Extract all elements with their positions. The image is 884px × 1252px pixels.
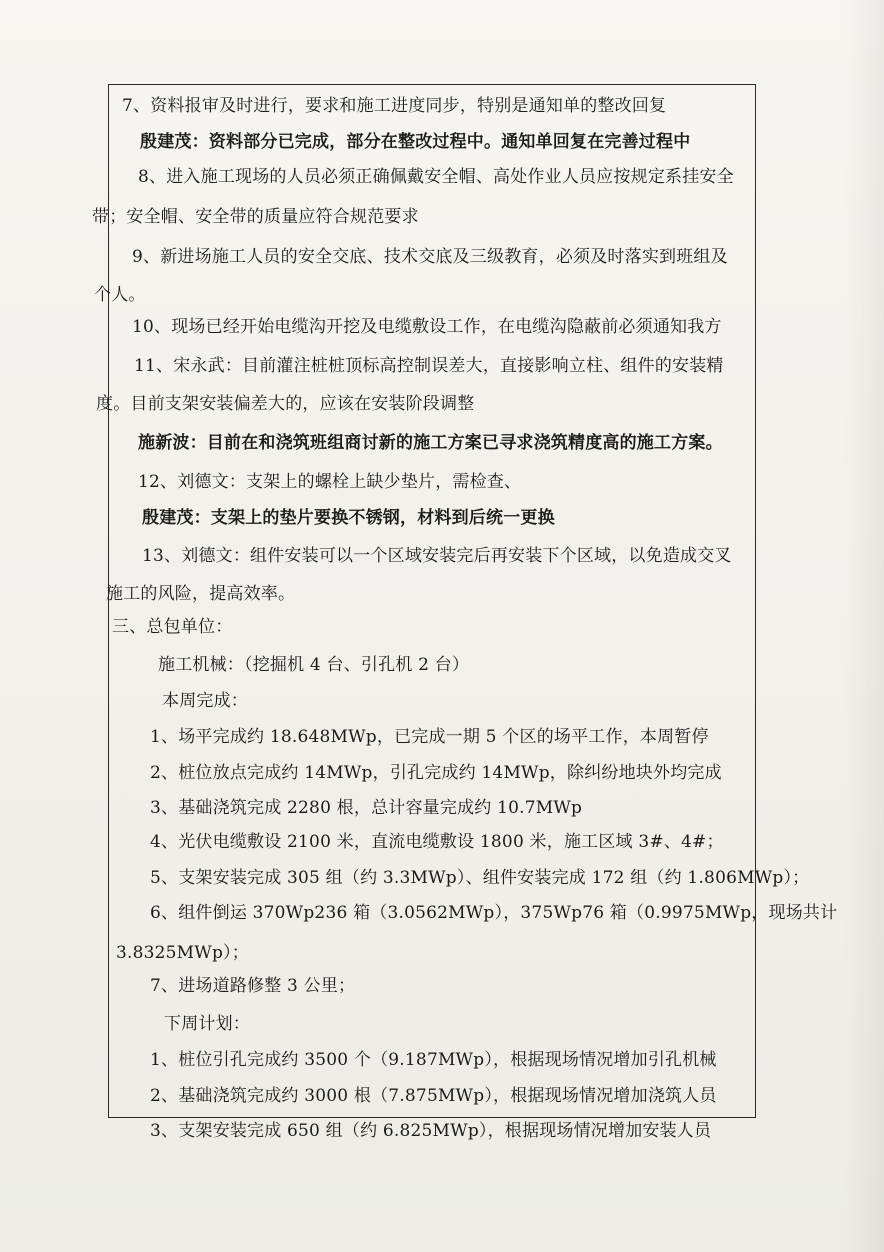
text-line-14: 施工的风险，提高效率。 [106,584,296,604]
subheading-next-week: 下周计划： [164,1014,250,1034]
text-line-3: 8、进入施工现场的人员必须正确佩戴安全帽、高处作业人员应按规定系挂安全 [138,167,734,187]
text-line-10: 施新波：目前在和浇筑班组商讨新的施工方案已寻求浇筑精度高的施工方案。 [138,433,723,453]
page-edge-shadow [844,0,884,1252]
text-line-18: 1、场平完成约 18.648MWp，已完成一期 5 个区的场平工作，本周暂停 [150,727,709,747]
text-line-4: 带；安全帽、安全带的质量应符合规范要求 [92,207,419,227]
text-line-24: 3.8325MWp）； [116,943,249,963]
text-line-13: 13、刘德文：组件安装可以一个区域安装完后再安装下个区域，以免造成交叉 [142,546,732,566]
text-line-1: 7、资料报审及时进行，要求和施工进度同步，特别是通知单的整改回复 [122,96,667,116]
text-line-21: 4、光伏电缆敷设 2100 米，直流电缆敷设 1800 米，施工区域 3#、4#； [150,832,724,852]
section-heading-general-contractor: 三、总包单位： [112,617,233,637]
text-line-27: 1、桩位引孔完成约 3500 个（9.187MWp），根据现场情况增加引孔机械 [150,1050,717,1070]
text-line-23: 6、组件倒运 370Wp236 箱（3.0562MWp），375Wp76 箱（0.9975MWp，现场共计 [150,903,838,923]
text-line-16: 施工机械：（挖掘机 4 台、引孔机 2 台） [158,655,470,675]
text-line-25: 7、进场道路修整 3 公里； [150,976,356,996]
text-line-2: 殷建茂：资料部分已完成，部分在整改过程中。通知单回复在完善过程中 [140,132,691,152]
text-line-20: 3、基础浇筑完成 2280 根，总计容量完成约 10.7MWp [150,798,583,818]
text-line-12: 殷建茂：支架上的垫片要换不锈钢，材料到后统一更换 [142,508,555,528]
text-line-22: 5、支架安装完成 305 组（约 3.3MWp）、组件安装完成 172 组（约 1.806MWp）； [150,868,810,888]
text-line-9: 度。目前支架安装偏差大的，应该在安装阶段调整 [96,394,475,414]
text-line-6: 个人。 [94,285,146,305]
text-line-19: 2、桩位放点完成约 14MWp，引孔完成约 14MWp，除纠纷地块外均完成 [150,763,722,783]
text-line-29: 3、支架安装完成 650 组（约 6.825MWp），根据现场情况增加安装人员 [150,1121,712,1141]
text-line-5: 9、新进场施工人员的安全交底、技术交底及三级教育，必须及时落实到班组及 [132,247,728,267]
subheading-this-week: 本周完成： [162,691,248,711]
text-line-11: 12、刘德文：支架上的螺栓上缺少垫片，需检查、 [138,472,522,492]
text-line-28: 2、基础浇筑完成约 3000 根（7.875MWp），根据现场情况增加浇筑人员 [150,1086,717,1106]
text-line-8: 11、宋永武：目前灌注桩桩顶标高控制误差大，直接影响立柱、组件的安装精 [134,356,724,376]
text-line-7: 10、现场已经开始电缆沟开挖及电缆敷设工作，在电缆沟隐蔽前必须通知我方 [132,317,722,337]
